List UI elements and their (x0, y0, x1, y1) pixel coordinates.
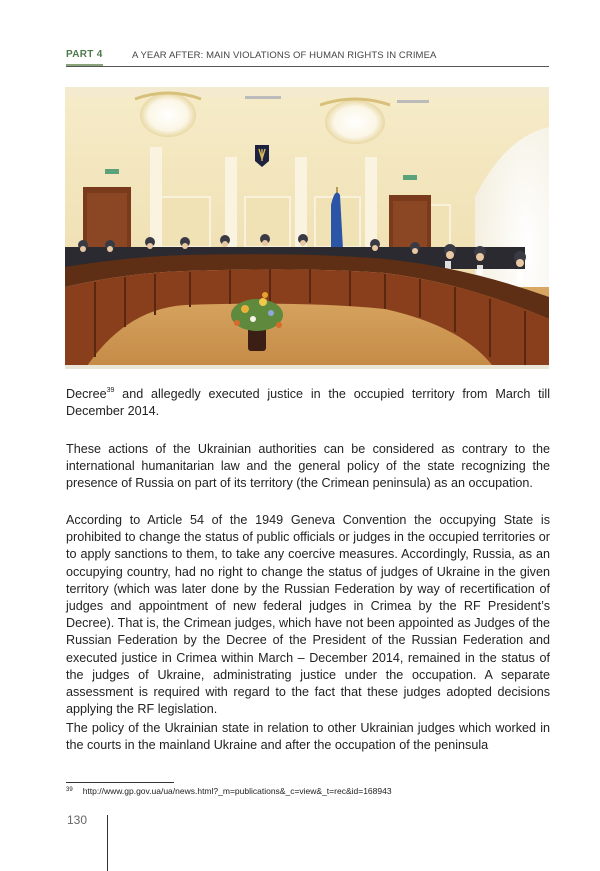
footnote-separator (66, 782, 174, 783)
paragraph-1-lead: Decree (66, 387, 107, 401)
paragraph-1 (66, 386, 550, 420)
paragraph-2: These actions of the Ukrainian authorities can be considered as contrary to the international humanitarian law and the general policy of the state recognizing the presence of Russia on part of its territory (the Crimean peninsula) as an occupation. (66, 442, 550, 491)
footnote-link[interactable]: http://www.gp.gov.ua/ua/news.html?_m=publications&_c=view&_t=rec&id=168943 (82, 786, 392, 796)
part-label: PART 4 (66, 49, 103, 60)
paragraph-1-text: and allegedly executed justice in the occupied territory from March till December 2014. (66, 387, 550, 419)
page-number: 130 (67, 813, 88, 827)
footnote-ref-39[interactable]: 39 (106, 387, 115, 394)
paragraph-4: The policy of the Ukrainian state in relation to other Ukrainian judges which worked in the courts in the mainland Ukraine and after the occupation of the peninsula (66, 721, 550, 753)
footnote-number: 39 (66, 787, 73, 793)
footnote-39 (66, 786, 392, 796)
paragraph-3: According to Article 54 of the 1949 Geneva Convention the occupying State is prohibited to change the status of public officials or judges in the occupied territories or to apply sanctions to them, to take any coercive measures. Accordingly, Russia, as an occupying country, had no right to change the status of judges of Ukraine in the given territory (which was later done by the Russian Federation by way of recertification of judges and appointment of new federal judges in Crimea by the RF President’s Decree). That is, the Crimean judges, which have not been appointed as Judges of the Russian Federation by the Decree of the President of the Russian Federation and executed justice in Crimea within March – December 2014, remained in the status of the judges of Ukraine, administrating justice under the occupation. A separate assessment is required with regard to the fact that these judges adopted decisions applying the RF legislation. (66, 513, 550, 717)
running-header (66, 46, 549, 67)
part-underline-decoration (66, 64, 103, 66)
page-number-divider (107, 815, 108, 871)
courtroom-photo (65, 87, 549, 369)
chapter-title: A YEAR AFTER: MAIN VIOLATIONS OF HUMAN RIGHTS IN CRIMEA (132, 50, 437, 61)
